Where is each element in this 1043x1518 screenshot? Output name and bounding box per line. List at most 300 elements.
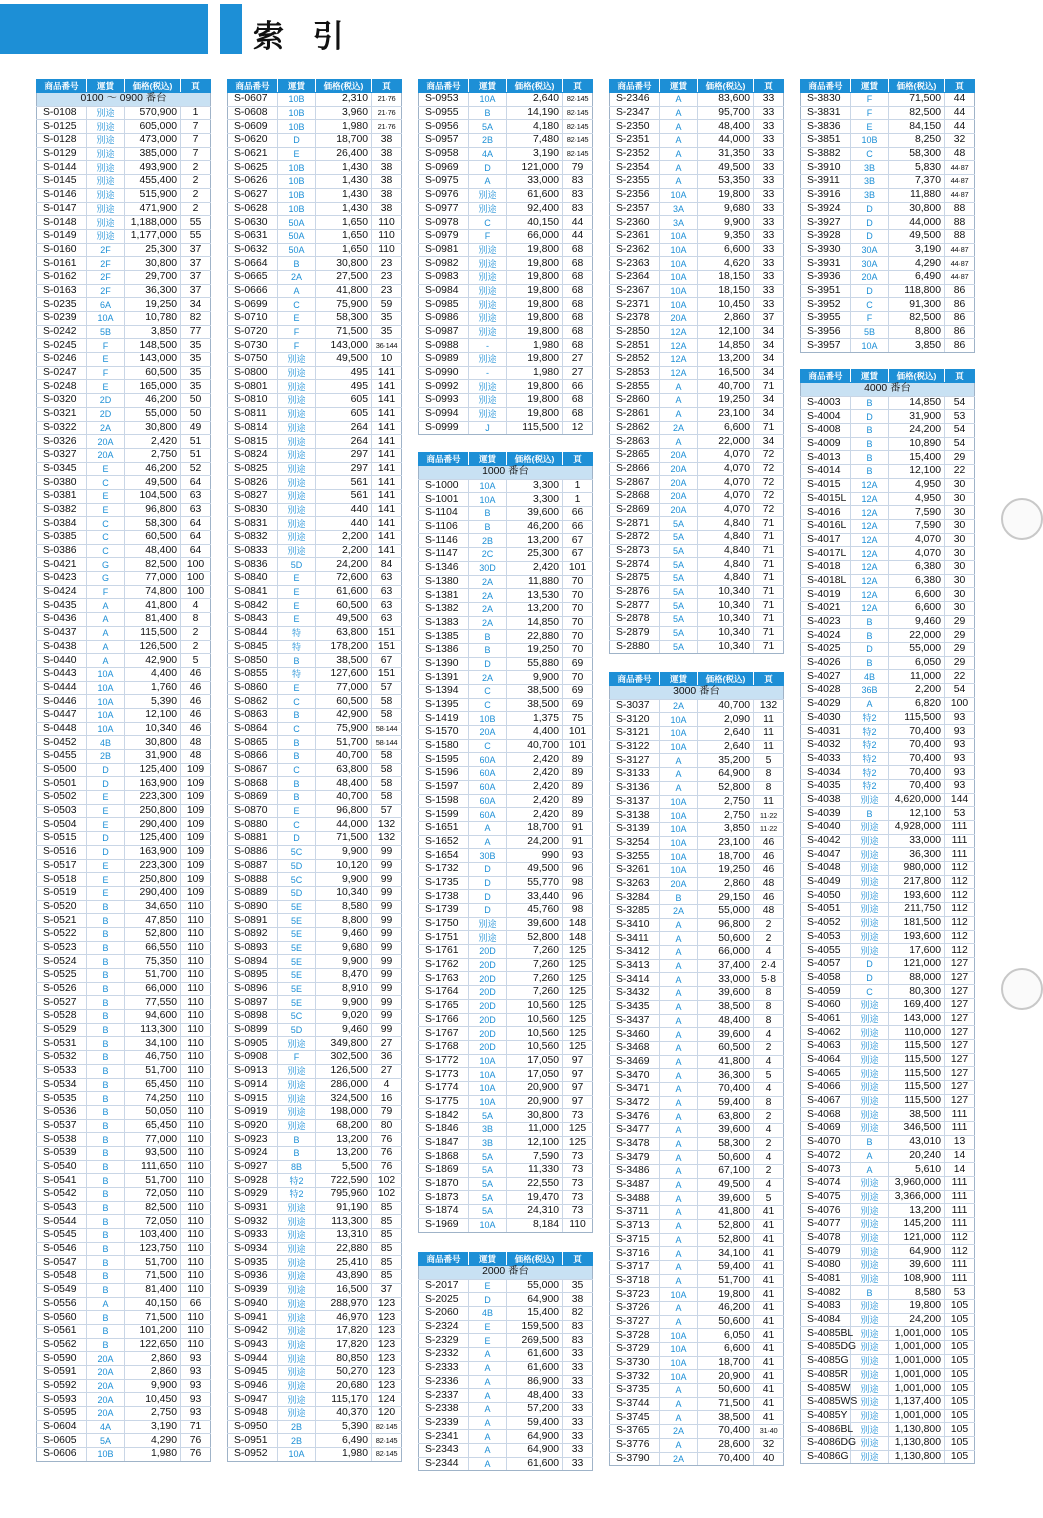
- product-code: S-0914: [228, 1078, 278, 1092]
- product-code: S-0321: [37, 407, 87, 421]
- table-row: [419, 1068, 593, 1082]
- product-code: S-0936: [228, 1270, 278, 1284]
- page-number: 72: [754, 462, 784, 476]
- price: 93,500: [125, 1146, 181, 1160]
- table-row: [610, 809, 784, 823]
- page-number: 33: [754, 106, 784, 120]
- product-code: S-3139: [610, 822, 660, 836]
- column-header-page: 頁: [181, 80, 211, 93]
- page-number: 58·144: [372, 722, 402, 736]
- column-header-code: 商品番号: [801, 370, 851, 383]
- price: 5,500: [316, 1160, 372, 1174]
- price: 8,910: [316, 982, 372, 996]
- freight-class: B: [469, 520, 507, 534]
- product-code: S-0895: [228, 969, 278, 983]
- price: 10,340: [698, 613, 754, 627]
- freight-class: 12A: [851, 478, 889, 492]
- page-number: 48: [181, 736, 211, 750]
- product-code: S-0929: [228, 1188, 278, 1202]
- page-number: 93: [945, 779, 975, 793]
- price: 10,340: [125, 722, 181, 736]
- freight-class: 20D: [469, 1027, 507, 1041]
- page-number: 33: [563, 1402, 593, 1416]
- price: 42,900: [316, 708, 372, 722]
- page-number: 101: [563, 726, 593, 740]
- price: 40,700: [316, 791, 372, 805]
- page-number: 96: [563, 862, 593, 876]
- product-code: S-4034: [801, 766, 851, 780]
- table-row: [801, 711, 975, 725]
- freight-class: 10A: [660, 243, 698, 257]
- price: 19,800: [507, 325, 563, 339]
- freight-class: E: [87, 886, 125, 900]
- product-code: S-0501: [37, 777, 87, 791]
- price: 1,130,800: [889, 1423, 945, 1437]
- price: 19,800: [889, 1300, 945, 1314]
- price: 20,900: [698, 1370, 754, 1384]
- product-code: S-1762: [419, 958, 469, 972]
- page-number: 48: [754, 905, 784, 919]
- product-code: S-2874: [610, 558, 660, 572]
- price: 14,850: [698, 339, 754, 353]
- page-number: 71: [754, 558, 784, 572]
- page-number: 91: [563, 835, 593, 849]
- page-number: 93: [945, 752, 975, 766]
- page-number: 29: [945, 656, 975, 670]
- page-number: 46: [754, 850, 784, 864]
- product-code: S-3916: [801, 188, 851, 202]
- price: 223,300: [125, 791, 181, 805]
- page-number: 99: [372, 969, 402, 983]
- table-row: [419, 767, 593, 781]
- page-number: 46: [181, 695, 211, 709]
- price: 20,240: [889, 1149, 945, 1163]
- product-code: S-0664: [228, 257, 278, 271]
- product-code: S-1750: [419, 917, 469, 931]
- page-number: 33: [563, 1375, 593, 1389]
- product-code: S-0833: [228, 544, 278, 558]
- page-number: 22: [945, 465, 975, 479]
- price: 126,500: [125, 640, 181, 654]
- product-code: S-0842: [228, 599, 278, 613]
- product-code: S-2346: [610, 93, 660, 107]
- product-code: S-3830: [801, 93, 851, 107]
- freight-class: 別途: [87, 134, 125, 148]
- freight-class: 別途: [278, 407, 316, 421]
- page-number: 34: [754, 366, 784, 380]
- price: 19,800: [507, 380, 563, 394]
- freight-class: 別途: [851, 1259, 889, 1273]
- page-number: 30: [945, 519, 975, 533]
- page-number: 99: [372, 845, 402, 859]
- page-number: 2: [754, 1165, 784, 1179]
- price: 115,500: [889, 711, 945, 725]
- table-row: [610, 1452, 784, 1466]
- product-code: S-0326: [37, 435, 87, 449]
- product-code: S-0444: [37, 681, 87, 695]
- page-number: 141: [372, 503, 402, 517]
- table-row: [228, 339, 402, 353]
- table-row: [419, 479, 593, 493]
- product-code: S-0730: [228, 339, 278, 353]
- table-row: [419, 407, 593, 421]
- column-header-code: 商品番号: [801, 80, 851, 93]
- product-code: S-3718: [610, 1274, 660, 1288]
- column-header-freight: 運賃: [851, 80, 889, 93]
- page-number: 112: [945, 916, 975, 930]
- product-code: S-0891: [228, 914, 278, 928]
- table-row: [610, 1370, 784, 1384]
- price: 1,430: [316, 188, 372, 202]
- product-code: S-3411: [610, 932, 660, 946]
- product-code: S-0993: [419, 394, 469, 408]
- table-row: [228, 955, 402, 969]
- table-row: [37, 832, 211, 846]
- price: 561: [316, 476, 372, 490]
- price: 125,400: [125, 832, 181, 846]
- table-row: [228, 243, 402, 257]
- product-code: S-0888: [228, 873, 278, 887]
- product-code: S-3263: [610, 877, 660, 891]
- table-row: [801, 725, 975, 739]
- price: 42,900: [125, 654, 181, 668]
- freight-class: 10A: [469, 479, 507, 493]
- freight-class: 別途: [851, 1231, 889, 1245]
- product-code: S-0920: [228, 1119, 278, 1133]
- freight-class: 別途: [278, 1078, 316, 1092]
- page-number: 93: [181, 1393, 211, 1407]
- freight-class: 3A: [660, 216, 698, 230]
- table-row: [228, 927, 402, 941]
- page-number: 35: [181, 366, 211, 380]
- page-number: 38: [372, 147, 402, 161]
- table-row: [610, 863, 784, 877]
- price: 38,500: [698, 1411, 754, 1425]
- product-code: S-4026: [801, 656, 851, 670]
- freight-class: A: [660, 1438, 698, 1452]
- page-number: 14: [945, 1149, 975, 1163]
- freight-class: E: [87, 380, 125, 394]
- page-number: 33: [754, 284, 784, 298]
- freight-class: A: [660, 106, 698, 120]
- price: 250,800: [125, 873, 181, 887]
- page-number: 101: [563, 739, 593, 753]
- price: 19,800: [507, 243, 563, 257]
- freight-class: C: [278, 695, 316, 709]
- table-row: [37, 106, 211, 120]
- table-row: [37, 969, 211, 983]
- price: 2,090: [698, 713, 754, 727]
- price: 14,850: [889, 396, 945, 410]
- table-row: [419, 380, 593, 394]
- freight-class: A: [469, 835, 507, 849]
- table-row: [419, 507, 593, 521]
- column-header-price: 価格(税込): [889, 370, 945, 383]
- price: 51,700: [125, 969, 181, 983]
- freight-class: 12A: [660, 353, 698, 367]
- product-code: S-3138: [610, 809, 660, 823]
- page-number: 111: [945, 848, 975, 862]
- table-row: [37, 421, 211, 435]
- freight-class: 別途: [851, 1313, 889, 1327]
- page-number: 110: [181, 1160, 211, 1174]
- table-row: [37, 1064, 211, 1078]
- price: 33,000: [507, 175, 563, 189]
- product-code: S-0831: [228, 517, 278, 531]
- freight-class: B: [469, 643, 507, 657]
- table-row: [801, 1368, 975, 1382]
- freight-class: A: [87, 640, 125, 654]
- product-code: S-0933: [228, 1229, 278, 1243]
- product-code: S-1842: [419, 1109, 469, 1123]
- page-number: 110: [181, 914, 211, 928]
- page-number: 27: [372, 1064, 402, 1078]
- table-row: [228, 1229, 402, 1243]
- freight-class: 別途: [851, 862, 889, 876]
- freight-class: 別途: [469, 284, 507, 298]
- freight-class: F: [87, 339, 125, 353]
- freight-class: A: [660, 1151, 698, 1165]
- freight-class: 別途: [469, 270, 507, 284]
- product-code: S-4061: [801, 1012, 851, 1026]
- freight-class: 別途: [278, 1379, 316, 1393]
- product-code: S-4085BL: [801, 1327, 851, 1341]
- freight-class: A: [660, 380, 698, 394]
- product-code: S-3413: [610, 959, 660, 973]
- price: 3,300: [507, 493, 563, 507]
- page-number: 41: [754, 1247, 784, 1261]
- freight-class: 4A: [87, 1420, 125, 1434]
- freight-class: A: [660, 1397, 698, 1411]
- product-code: S-4077: [801, 1217, 851, 1231]
- page-number: 141: [372, 517, 402, 531]
- product-code: S-0504: [37, 818, 87, 832]
- price: 40,150: [507, 216, 563, 230]
- freight-class: 別途: [851, 848, 889, 862]
- table-row: [228, 257, 402, 271]
- product-code: S-3831: [801, 106, 851, 120]
- product-code: S-2872: [610, 531, 660, 545]
- page-number: 99: [372, 900, 402, 914]
- column-header-page: 頁: [754, 673, 784, 686]
- price: 46,200: [125, 394, 181, 408]
- page-number: 127: [945, 1053, 975, 1067]
- page-number: 100: [181, 585, 211, 599]
- price: 55,000: [889, 643, 945, 657]
- product-code: S-1868: [419, 1150, 469, 1164]
- price: 28,600: [698, 1438, 754, 1452]
- product-code: S-2866: [610, 462, 660, 476]
- freight-class: 10A: [660, 850, 698, 864]
- page-number: 68: [563, 257, 593, 271]
- table-row: [801, 188, 975, 202]
- product-code: S-0628: [228, 202, 278, 216]
- price: 58,300: [889, 147, 945, 161]
- price: 4,400: [507, 726, 563, 740]
- freight-class: A: [660, 946, 698, 960]
- price: 19,800: [507, 394, 563, 408]
- freight-class: 20A: [87, 1352, 125, 1366]
- product-code: S-1774: [419, 1081, 469, 1095]
- price: 61,600: [507, 188, 563, 202]
- table-row: [610, 1124, 784, 1138]
- price: 24,200: [889, 424, 945, 438]
- freight-class: 4A: [469, 147, 507, 161]
- page-number: 110: [181, 941, 211, 955]
- freight-class: 10A: [660, 229, 698, 243]
- table-row: [801, 738, 975, 752]
- table-row: [419, 589, 593, 603]
- page-number: 88: [945, 202, 975, 216]
- freight-class: A: [660, 1274, 698, 1288]
- product-code: S-4050: [801, 889, 851, 903]
- page-number: 73: [563, 1109, 593, 1123]
- page-number: 34: [754, 339, 784, 353]
- freight-class: E: [87, 353, 125, 367]
- product-code: S-0621: [228, 147, 278, 161]
- price: 148,500: [125, 339, 181, 353]
- price: 6,050: [889, 656, 945, 670]
- page-number: 109: [181, 832, 211, 846]
- page-number: 30: [945, 506, 975, 520]
- freight-class: 10A: [469, 1054, 507, 1068]
- page-number: 112: [945, 1245, 975, 1259]
- price: 2,420: [125, 435, 181, 449]
- price: 84,150: [889, 120, 945, 134]
- freight-class: F: [278, 1051, 316, 1065]
- product-code: S-0424: [37, 585, 87, 599]
- page-number: 33: [754, 188, 784, 202]
- page-number: 85: [372, 1270, 402, 1284]
- price: 795,960: [316, 1188, 372, 1202]
- index-table: [418, 452, 593, 1233]
- table-row: [610, 1329, 784, 1343]
- price: 198,000: [316, 1105, 372, 1119]
- page-number: 83: [563, 202, 593, 216]
- product-code: S-0814: [228, 421, 278, 435]
- price: 1,001,000: [889, 1341, 945, 1355]
- table-row: [419, 986, 593, 1000]
- product-code: S-4064: [801, 1053, 851, 1067]
- product-code: S-0537: [37, 1119, 87, 1133]
- product-code: S-4085R: [801, 1368, 851, 1382]
- page-number: 53: [945, 1286, 975, 1300]
- price: 18,700: [316, 134, 372, 148]
- product-code: S-0541: [37, 1174, 87, 1188]
- page-number: 84: [372, 558, 402, 572]
- table-row: [801, 1204, 975, 1218]
- price: 7,260: [507, 958, 563, 972]
- table-row: [801, 1217, 975, 1231]
- page-number: 4: [372, 1078, 402, 1092]
- price: 81,400: [125, 613, 181, 627]
- table-row: [801, 1012, 975, 1026]
- freight-class: B: [851, 451, 889, 465]
- binder-hole: [1001, 498, 1043, 540]
- price: 110,000: [889, 1026, 945, 1040]
- page-number: 41: [754, 1260, 784, 1274]
- page-number: 64: [181, 544, 211, 558]
- price: 95,700: [698, 106, 754, 120]
- price: 4,400: [125, 667, 181, 681]
- freight-class: 10B: [278, 120, 316, 134]
- freight-class: A: [660, 973, 698, 987]
- price: 346,500: [889, 1122, 945, 1136]
- table-row: [419, 1081, 593, 1095]
- column-header-code: 商品番号: [419, 453, 469, 466]
- price: 49,500: [507, 862, 563, 876]
- page-number: 71: [181, 1420, 211, 1434]
- freight-class: 10A: [469, 93, 507, 107]
- page-number: 27: [563, 353, 593, 367]
- product-code: S-0145: [37, 175, 87, 189]
- page-number: 71: [754, 626, 784, 640]
- page-number: 10: [372, 353, 402, 367]
- price: 286,000: [316, 1078, 372, 1092]
- table-row: [801, 1450, 975, 1464]
- product-code: S-0382: [37, 503, 87, 517]
- price: 30,800: [125, 257, 181, 271]
- freight-class: -: [469, 339, 507, 353]
- freight-class: B: [87, 1105, 125, 1119]
- table-row: [228, 1105, 402, 1119]
- price: 15,400: [507, 1307, 563, 1321]
- price: 1,980: [507, 339, 563, 353]
- page-number: 110: [181, 1105, 211, 1119]
- product-code: S-3285: [610, 905, 660, 919]
- freight-class: B: [87, 1133, 125, 1147]
- page-number: 4: [754, 1028, 784, 1042]
- table-row: [610, 640, 784, 654]
- freight-class: 20A: [660, 448, 698, 462]
- table-row: [37, 1160, 211, 1174]
- price: 605: [316, 394, 372, 408]
- product-code: S-2354: [610, 161, 660, 175]
- price: 349,800: [316, 1037, 372, 1051]
- page-number: 2: [181, 161, 211, 175]
- page-number: 68: [563, 243, 593, 257]
- product-code: S-0824: [228, 448, 278, 462]
- freight-class: E: [87, 489, 125, 503]
- table-row: [610, 531, 784, 545]
- page-number: 68: [563, 394, 593, 408]
- product-code: S-0989: [419, 353, 469, 367]
- page-number: 111: [945, 1108, 975, 1122]
- price: 31,900: [889, 410, 945, 424]
- product-code: S-1751: [419, 931, 469, 945]
- freight-class: B: [87, 996, 125, 1010]
- price: 25,300: [125, 243, 181, 257]
- table-row: [37, 503, 211, 517]
- freight-class: C: [278, 763, 316, 777]
- page-number: 66: [181, 1297, 211, 1311]
- product-code: S-0863: [228, 708, 278, 722]
- product-code: S-0932: [228, 1215, 278, 1229]
- price: 118,800: [889, 284, 945, 298]
- product-code: S-3956: [801, 325, 851, 339]
- price: 115,500: [889, 1053, 945, 1067]
- product-code: S-0815: [228, 435, 278, 449]
- page-number: 29: [945, 451, 975, 465]
- freight-class: B: [87, 1283, 125, 1297]
- table-row: [801, 998, 975, 1012]
- freight-class: C: [469, 685, 507, 699]
- freight-class: 2A: [660, 1425, 698, 1439]
- page-number: 31·40: [754, 1425, 784, 1439]
- price: 60,500: [125, 366, 181, 380]
- page-number: 99: [372, 873, 402, 887]
- page-number: 2: [754, 1041, 784, 1055]
